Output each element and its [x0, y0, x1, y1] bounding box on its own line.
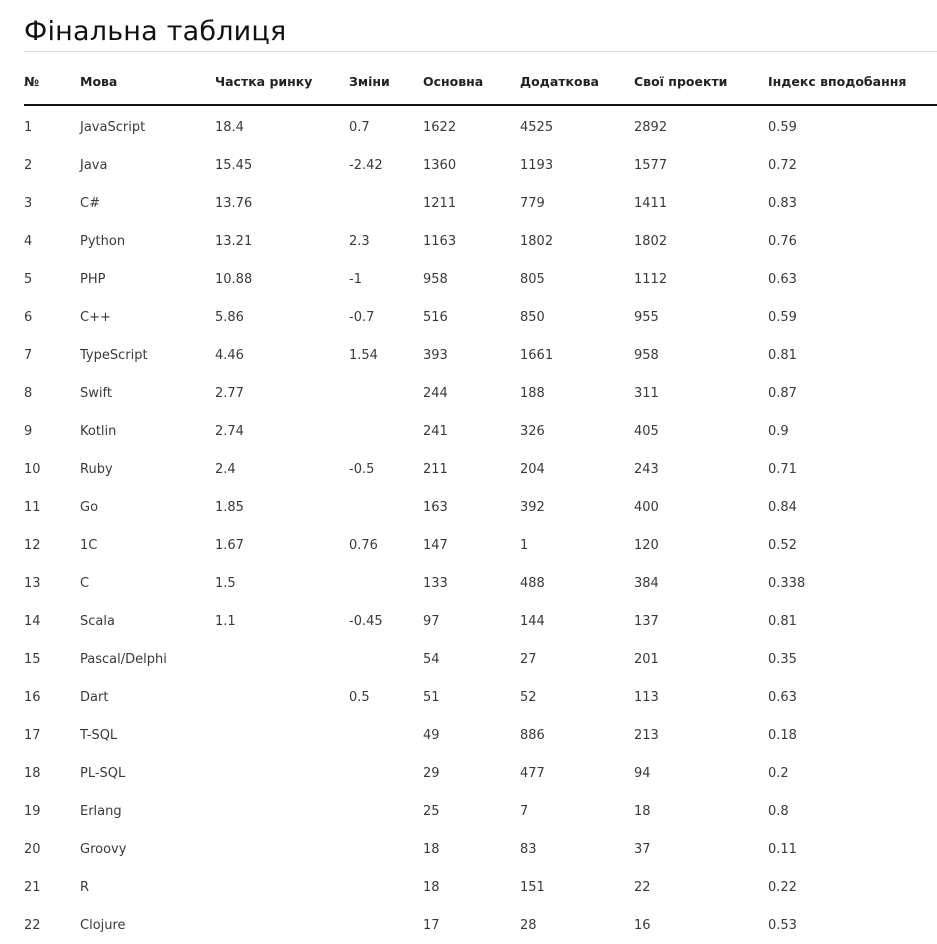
table-row	[24, 640, 937, 678]
cell-secondary: 1661	[520, 347, 554, 363]
cell-own-projects: 18	[634, 803, 651, 819]
table-row	[24, 488, 937, 526]
cell-language: Java	[80, 157, 108, 173]
cell-market-share: 2.77	[215, 385, 244, 401]
table-row	[24, 260, 937, 298]
cell-primary: 29	[423, 765, 440, 781]
cell-secondary: 1802	[520, 233, 554, 249]
cell-number: 18	[24, 765, 41, 781]
cell-changes	[349, 488, 423, 526]
cell-number: 2	[24, 157, 33, 173]
cell-secondary: 28	[520, 917, 537, 933]
cell-number: 17	[24, 727, 41, 743]
cell-own-projects: 113	[634, 689, 659, 705]
cell-number: 16	[24, 689, 41, 705]
cell-primary: 147	[423, 537, 448, 553]
cell-language: Scala	[80, 613, 115, 629]
cell-preference-index: 0.72	[768, 157, 797, 173]
cell-preference-index: 0.2	[768, 765, 789, 781]
cell-changes: 0.76	[349, 537, 378, 553]
cell-primary: 49	[423, 727, 440, 743]
cell-market-share	[215, 716, 349, 754]
cell-own-projects: 2892	[634, 119, 668, 135]
cell-language: Groovy	[80, 841, 127, 857]
cell-primary: 244	[423, 385, 448, 401]
cell-market-share: 13.21	[215, 233, 253, 249]
cell-preference-index: 0.18	[768, 727, 797, 743]
cell-market-share	[215, 868, 349, 906]
cell-language: Go	[80, 499, 99, 515]
cell-market-share: 1.1	[215, 613, 236, 629]
table-row	[24, 830, 937, 868]
cell-language: C++	[80, 309, 111, 325]
table-row	[24, 336, 937, 374]
cell-primary: 211	[423, 461, 448, 477]
cell-primary: 1622	[423, 119, 457, 135]
cell-changes	[349, 792, 423, 830]
cell-secondary: 850	[520, 309, 545, 325]
cell-secondary: 52	[520, 689, 537, 705]
cell-market-share: 2.74	[215, 423, 244, 439]
cell-preference-index: 0.83	[768, 195, 797, 211]
table-row	[24, 564, 937, 602]
cell-own-projects: 400	[634, 499, 659, 515]
cell-number: 1	[24, 119, 33, 135]
cell-changes: -2.42	[349, 157, 383, 173]
cell-language: PL-SQL	[80, 765, 126, 781]
cell-language: Python	[80, 233, 126, 249]
cell-number: 21	[24, 879, 41, 895]
cell-changes	[349, 868, 423, 906]
cell-market-share: 1.85	[215, 499, 244, 515]
cell-language: C	[80, 575, 90, 591]
cell-number: 19	[24, 803, 41, 819]
cell-secondary: 83	[520, 841, 537, 857]
cell-primary: 1163	[423, 233, 457, 249]
cell-secondary: 188	[520, 385, 545, 401]
cell-market-share	[215, 830, 349, 868]
cell-secondary: 477	[520, 765, 545, 781]
cell-market-share: 2.4	[215, 461, 236, 477]
cell-number: 4	[24, 233, 33, 249]
cell-market-share	[215, 640, 349, 678]
table-row	[24, 374, 937, 412]
cell-own-projects: 1112	[634, 271, 668, 287]
cell-secondary: 151	[520, 879, 545, 895]
cell-secondary: 886	[520, 727, 545, 743]
cell-language: 1C	[80, 537, 98, 553]
cell-language: Dart	[80, 689, 109, 705]
table-row	[24, 412, 937, 450]
table-row	[24, 868, 937, 906]
table-row	[24, 754, 937, 792]
cell-changes	[349, 906, 423, 944]
cell-changes: 0.5	[349, 689, 370, 705]
cell-secondary: 488	[520, 575, 545, 591]
cell-primary: 17	[423, 917, 440, 933]
cell-primary: 1211	[423, 195, 457, 211]
cell-own-projects: 384	[634, 575, 659, 591]
cell-primary: 54	[423, 651, 440, 667]
cell-changes	[349, 640, 423, 678]
cell-language: Ruby	[80, 461, 113, 477]
header-col-number: №	[24, 52, 80, 105]
table-header-row	[24, 52, 937, 105]
cell-secondary: 1	[520, 537, 529, 553]
cell-changes	[349, 716, 423, 754]
table-row	[24, 526, 937, 564]
cell-market-share: 1.67	[215, 537, 244, 553]
cell-preference-index: 0.53	[768, 917, 797, 933]
table-row	[24, 105, 937, 146]
header-col-secondary: Додаткова	[520, 52, 634, 105]
cell-secondary: 27	[520, 651, 537, 667]
cell-number: 6	[24, 309, 33, 325]
cell-preference-index: 0.59	[768, 309, 797, 325]
cell-preference-index: 0.8	[768, 803, 789, 819]
cell-number: 14	[24, 613, 41, 629]
cell-primary: 163	[423, 499, 448, 515]
cell-secondary: 1193	[520, 157, 554, 173]
cell-language: T-SQL	[80, 727, 118, 743]
cell-own-projects: 955	[634, 309, 659, 325]
cell-primary: 25	[423, 803, 440, 819]
cell-number: 20	[24, 841, 41, 857]
cell-secondary: 392	[520, 499, 545, 515]
cell-language: Swift	[80, 385, 112, 401]
cell-preference-index: 0.81	[768, 347, 797, 363]
header-col-language: Мова	[80, 52, 215, 105]
cell-language: Clojure	[80, 917, 126, 933]
cell-changes: 0.7	[349, 119, 370, 135]
cell-own-projects: 1411	[634, 195, 668, 211]
table-body	[24, 105, 937, 944]
cell-secondary: 326	[520, 423, 545, 439]
cell-changes	[349, 412, 423, 450]
cell-preference-index: 0.76	[768, 233, 797, 249]
cell-own-projects: 958	[634, 347, 659, 363]
cell-primary: 18	[423, 841, 440, 857]
cell-number: 10	[24, 461, 41, 477]
cell-language: PHP	[80, 271, 106, 287]
cell-market-share	[215, 754, 349, 792]
table-row	[24, 678, 937, 716]
cell-primary: 97	[423, 613, 440, 629]
header-col-market-share: Частка ринку	[215, 52, 349, 105]
cell-number: 7	[24, 347, 33, 363]
cell-preference-index: 0.9	[768, 423, 789, 439]
cell-own-projects: 213	[634, 727, 659, 743]
cell-preference-index: 0.87	[768, 385, 797, 401]
cell-own-projects: 137	[634, 613, 659, 629]
cell-primary: 1360	[423, 157, 457, 173]
cell-changes	[349, 564, 423, 602]
cell-primary: 516	[423, 309, 448, 325]
header-col-own-projects: Свої проекти	[634, 52, 768, 105]
table-row	[24, 298, 937, 336]
cell-own-projects: 1577	[634, 157, 668, 173]
table-row	[24, 184, 937, 222]
cell-preference-index: 0.52	[768, 537, 797, 553]
cell-market-share	[215, 792, 349, 830]
cell-number: 12	[24, 537, 41, 553]
cell-primary: 51	[423, 689, 440, 705]
cell-number: 11	[24, 499, 41, 515]
cell-primary: 393	[423, 347, 448, 363]
table-row	[24, 716, 937, 754]
cell-market-share: 5.86	[215, 309, 244, 325]
cell-language: C#	[80, 195, 100, 211]
cell-own-projects: 201	[634, 651, 659, 667]
cell-market-share	[215, 678, 349, 716]
cell-number: 8	[24, 385, 33, 401]
cell-preference-index: 0.81	[768, 613, 797, 629]
cell-secondary: 7	[520, 803, 529, 819]
header-col-preference-index: Індекс вподобання	[768, 52, 937, 105]
header-col-primary: Основна	[423, 52, 520, 105]
cell-own-projects: 120	[634, 537, 659, 553]
cell-preference-index: 0.11	[768, 841, 797, 857]
cell-primary: 241	[423, 423, 448, 439]
cell-own-projects: 405	[634, 423, 659, 439]
cell-market-share	[215, 906, 349, 944]
cell-changes: -0.7	[349, 309, 375, 325]
cell-secondary: 4525	[520, 119, 554, 135]
cell-primary: 958	[423, 271, 448, 287]
cell-own-projects: 311	[634, 385, 659, 401]
cell-own-projects: 16	[634, 917, 651, 933]
table-row	[24, 906, 937, 944]
cell-preference-index: 0.59	[768, 119, 797, 135]
page-title: Фінальна таблиця	[24, 16, 287, 47]
cell-preference-index: 0.84	[768, 499, 797, 515]
cell-preference-index: 0.71	[768, 461, 797, 477]
cell-number: 5	[24, 271, 33, 287]
cell-secondary: 805	[520, 271, 545, 287]
cell-market-share: 10.88	[215, 271, 253, 287]
cell-language: Pascal/Delphi	[80, 651, 167, 667]
cell-secondary: 779	[520, 195, 545, 211]
cell-language: TypeScript	[80, 347, 148, 363]
table-row	[24, 792, 937, 830]
table-row	[24, 146, 937, 184]
cell-own-projects: 243	[634, 461, 659, 477]
cell-number: 9	[24, 423, 33, 439]
cell-number: 3	[24, 195, 33, 211]
cell-language: JavaScript	[80, 119, 146, 135]
cell-market-share: 15.45	[215, 157, 253, 173]
cell-changes: -0.5	[349, 461, 375, 477]
cell-market-share: 18.4	[215, 119, 244, 135]
cell-changes: 2.3	[349, 233, 370, 249]
final-table	[24, 52, 937, 944]
cell-preference-index: 0.338	[768, 575, 806, 591]
cell-changes	[349, 374, 423, 412]
cell-market-share: 1.5	[215, 575, 236, 591]
cell-market-share: 13.76	[215, 195, 253, 211]
cell-number: 22	[24, 917, 41, 933]
cell-primary: 18	[423, 879, 440, 895]
cell-changes	[349, 830, 423, 868]
header-col-changes: Зміни	[349, 52, 423, 105]
cell-preference-index: 0.63	[768, 689, 797, 705]
cell-language: Kotlin	[80, 423, 117, 439]
table-row	[24, 222, 937, 260]
cell-preference-index: 0.63	[768, 271, 797, 287]
cell-changes: -0.45	[349, 613, 383, 629]
cell-changes	[349, 184, 423, 222]
cell-changes: 1.54	[349, 347, 378, 363]
cell-language: Erlang	[80, 803, 122, 819]
cell-number: 13	[24, 575, 41, 591]
cell-changes: -1	[349, 271, 362, 287]
cell-preference-index: 0.35	[768, 651, 797, 667]
cell-market-share: 4.46	[215, 347, 244, 363]
cell-primary: 133	[423, 575, 448, 591]
cell-number: 15	[24, 651, 41, 667]
cell-secondary: 204	[520, 461, 545, 477]
cell-own-projects: 94	[634, 765, 651, 781]
cell-own-projects: 22	[634, 879, 651, 895]
cell-preference-index: 0.22	[768, 879, 797, 895]
table-row	[24, 602, 937, 640]
cell-own-projects: 1802	[634, 233, 668, 249]
table-row	[24, 450, 937, 488]
cell-language: R	[80, 879, 90, 895]
cell-own-projects: 37	[634, 841, 651, 857]
cell-secondary: 144	[520, 613, 545, 629]
cell-changes	[349, 754, 423, 792]
